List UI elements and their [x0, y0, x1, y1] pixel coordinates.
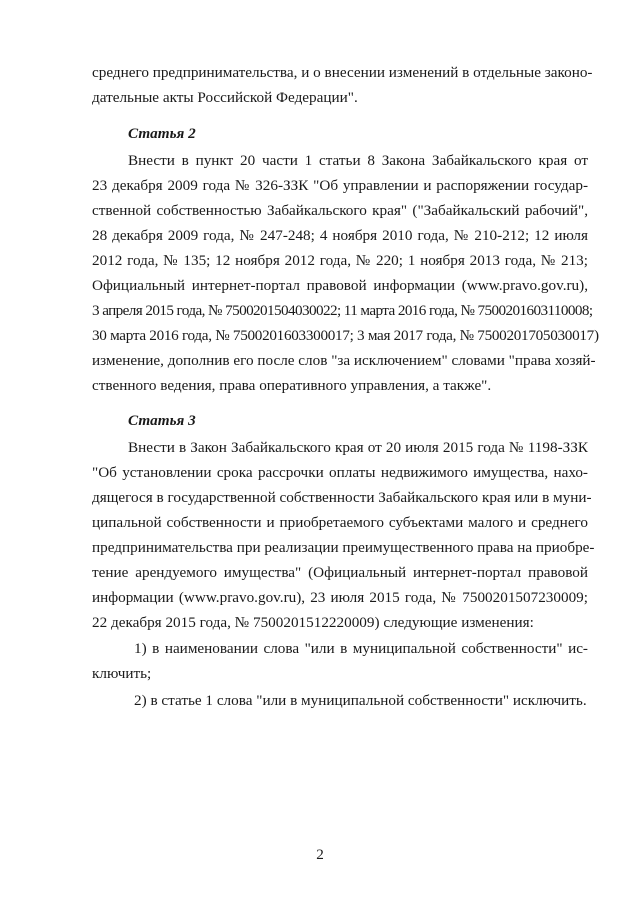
body-text-line: "Об установлении срока рассрочки оплаты недвижимого имущества, нахо- [92, 464, 588, 481]
article-2-heading: Статья 2 [128, 125, 196, 142]
body-text-line: 30 марта 2016 года, № 7500201603300017; 3 мая 2017 года, № 7500201705030017) [92, 327, 599, 344]
body-text-line: Внести в Закон Забайкальского края от 20 июля 2015 года № 1198-ЗЗК [128, 439, 588, 456]
page-number: 2 [316, 846, 324, 863]
body-text-line: дящегося в государственной собственности Забайкальского края или в муни- [92, 489, 592, 506]
list-item: 1) в наименовании слова "или в муниципальной собственности" ис- [134, 640, 588, 657]
body-text-line: 2012 года, № 135; 12 ноября 2012 года, № 220; 1 ноября 2013 года, № 213; [92, 252, 588, 269]
body-text-line: среднего предпринимательства, и о внесении изменений в отдельные законо- [92, 64, 593, 81]
body-text-line: 3 апреля 2015 года, № 7500201504030022; 11 марта 2016 года, № 7500201603110008; [92, 302, 593, 319]
body-text-line: дательные акты Российской Федерации". [92, 89, 358, 106]
body-text-line: 23 декабря 2009 года № 326-ЗЗК "Об управлении и распоряжении государ- [92, 177, 588, 194]
body-text-line: предпринимательства при реализации преимущественного права на приобре- [92, 539, 595, 556]
body-text-line: Официальный интернет-портал правовой информации (www.pravo.gov.ru), [92, 277, 588, 294]
list-item: 2) в статье 1 слова "или в муниципальной собственности" исключить. [134, 692, 587, 709]
body-text-line: ственной собственностью Забайкальского края" ("Забайкальский рабочий", [92, 202, 588, 219]
body-text-line: Внести в пункт 20 части 1 статьи 8 Закона Забайкальского края от [128, 152, 588, 169]
body-text-line: 22 декабря 2015 года, № 7500201512220009) следующие изменения: [92, 614, 534, 631]
body-text-line: 28 декабря 2009 года, № 247-248; 4 ноября 2010 года, № 210-212; 12 июля [92, 227, 588, 244]
body-text-line: ственного ведения, права оперативного управления, а также". [92, 377, 492, 394]
list-item: ключить; [92, 665, 152, 682]
body-text-line: изменение, дополнив его после слов "за исключением" словами "права хозяй- [92, 352, 596, 369]
article-3-heading: Статья 3 [128, 412, 196, 429]
body-text-line: тение арендуемого имущества" (Официальный интернет-портал правовой [92, 564, 588, 581]
body-text-line: информации (www.pravo.gov.ru), 23 июля 2015 года, № 7500201507230009; [92, 589, 588, 606]
body-text-line: ципальной собственности и приобретаемого субъектами малого и среднего [92, 514, 588, 531]
